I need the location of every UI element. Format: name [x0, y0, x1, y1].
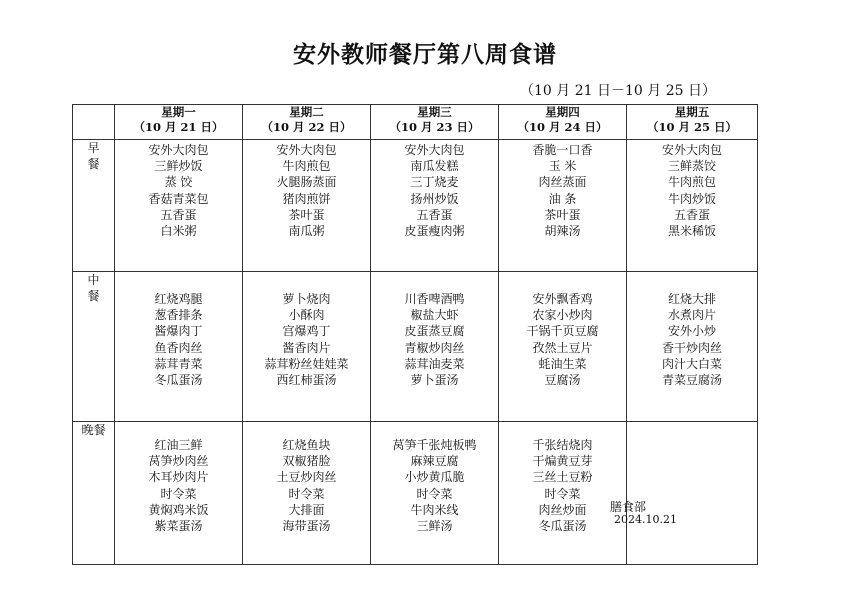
dish-item: 五香蛋 — [673, 207, 710, 222]
dish-item: 农家小炒肉 — [532, 308, 593, 323]
lunch-row — [73, 272, 758, 422]
dish-item: 三鲜蒸饺 — [667, 159, 716, 174]
dish-item: 宫爆鸡丁 — [282, 324, 331, 339]
header-row — [73, 105, 758, 140]
dish-item: 干锅千页豆腐 — [526, 324, 599, 339]
meal-label-dinner — [73, 422, 115, 565]
dish-item: 三丝土豆粉 — [532, 470, 593, 485]
meal-label-line: 中 — [87, 273, 100, 287]
day-name: 星期四 — [545, 105, 580, 119]
dish-item: 莴笋千张炖板鸭 — [392, 438, 477, 452]
dish-item: 豆腐汤 — [544, 373, 581, 388]
breakfast-mon — [115, 140, 243, 272]
dish-item: 黄焖鸡米饭 — [148, 502, 209, 517]
dish-item: 水煮肉片 — [667, 308, 716, 323]
dish-item: 麻辣豆腐 — [410, 454, 459, 469]
day-date: （10 月 23 日） — [389, 120, 480, 134]
dish-item: 肉丝蒸面 — [538, 175, 587, 190]
dish-item: 五香蛋 — [416, 207, 453, 222]
day-date: （10 月 21 日） — [133, 120, 224, 134]
dish-item: 孜然土豆片 — [532, 340, 593, 355]
dish-item: 千张结烧肉 — [532, 438, 593, 452]
day-name: 星期一 — [161, 105, 196, 119]
day-date: （10 月 22 日） — [261, 120, 352, 134]
dish-item: 安外小炒 — [667, 324, 716, 339]
day-header-fri — [627, 105, 758, 140]
dish-item: 土豆炒肉丝 — [276, 470, 337, 485]
meal-label-line: 早 — [87, 141, 100, 155]
dish-item: 安外大肉包 — [661, 143, 722, 157]
dish-item: 五香蛋 — [160, 207, 197, 222]
lunch-fri — [627, 272, 758, 422]
department-signature: 膳食部 — [610, 500, 647, 514]
dish-item: 酱爆肉丁 — [154, 324, 203, 339]
dish-item: 安外大肉包 — [404, 143, 465, 157]
dish-item: 茶叶蛋 — [288, 207, 325, 222]
dish-item: 海带蛋汤 — [282, 519, 331, 534]
dinner-thu — [499, 422, 627, 565]
dish-item: 油 条 — [548, 191, 577, 206]
dinner-wed — [371, 422, 499, 565]
dish-item: 皮蛋蒸豆腐 — [404, 324, 465, 339]
day-header-wed — [371, 105, 499, 140]
dish-item: 白米粥 — [160, 224, 197, 239]
dish-item: 酱香肉片 — [282, 340, 331, 355]
dish-item: 紫菜蛋汤 — [154, 519, 203, 534]
dish-item: 猪肉煎饼 — [282, 191, 331, 206]
day-name: 星期三 — [417, 105, 452, 119]
dinner-tue — [243, 422, 371, 565]
dish-item: 蒜茸粉丝娃娃菜 — [264, 356, 349, 371]
dish-item: 小酥肉 — [288, 308, 325, 323]
dish-item: 南瓜发糕 — [410, 159, 459, 174]
meal-label-line: 餐 — [87, 289, 100, 303]
meal-label-line: 餐 — [87, 157, 100, 171]
lunch-thu — [499, 272, 627, 422]
dish-item: 时令菜 — [288, 486, 325, 501]
dish-item: 蒸 饺 — [164, 175, 193, 190]
dish-item: 蒜茸青菜 — [154, 356, 203, 371]
dish-item: 川香啤酒鸭 — [404, 292, 465, 306]
dish-item: 萝卜烧肉 — [282, 292, 331, 306]
dish-item: 冬瓜蛋汤 — [154, 373, 203, 388]
dish-item: 扬州炒饭 — [410, 191, 459, 206]
dish-item: 三鲜汤 — [416, 519, 453, 534]
dish-item: 牛肉煎包 — [667, 175, 716, 190]
dish-item: 安外大肉包 — [276, 143, 337, 157]
menu-table — [72, 104, 758, 565]
dish-item: 黑米稀饭 — [667, 224, 716, 239]
dish-item: 葱香排条 — [154, 308, 203, 323]
dish-item: 冬瓜蛋汤 — [538, 519, 587, 534]
day-name: 星期五 — [674, 105, 710, 119]
dish-item: 火腿肠蒸面 — [276, 175, 337, 190]
dish-item: 青椒炒肉丝 — [404, 340, 465, 355]
dish-item: 胡辣汤 — [544, 224, 581, 239]
dish-item: 南瓜粥 — [288, 224, 325, 239]
dinner-fri — [627, 422, 758, 565]
dish-item: 三丁烧麦 — [410, 175, 459, 190]
week-date-range: （10 月 21 日－10 月 25 日） — [520, 83, 716, 99]
dinner-mon — [115, 422, 243, 565]
dish-item: 红烧鸡腿 — [154, 292, 203, 306]
dish-item: 红烧鱼块 — [282, 438, 331, 452]
lunch-wed — [371, 272, 499, 422]
dish-item: 萝卜蛋汤 — [410, 373, 459, 388]
dish-item: 三鲜炒饭 — [154, 159, 203, 174]
dish-item: 红烧大排 — [667, 292, 716, 306]
dish-item: 香干炒肉丝 — [661, 340, 722, 355]
dish-item: 安外大肉包 — [148, 143, 209, 157]
dish-item: 西红柿蛋汤 — [276, 373, 337, 388]
dish-item: 时令菜 — [544, 486, 581, 501]
dish-item: 牛肉煎包 — [282, 159, 331, 174]
meal-label-lunch — [73, 272, 115, 422]
dish-item: 时令菜 — [416, 486, 453, 501]
dish-item: 肉丝炒面 — [538, 502, 587, 517]
day-header-tue — [243, 105, 371, 140]
lunch-tue — [243, 272, 371, 422]
breakfast-wed — [371, 140, 499, 272]
dish-item: 鱼香肉丝 — [154, 340, 203, 355]
issue-date: 2024.10.21 — [614, 513, 677, 526]
day-header-mon — [115, 105, 243, 140]
dish-item: 牛肉米线 — [410, 502, 459, 517]
breakfast-fri — [627, 140, 758, 272]
dish-item: 大排面 — [288, 502, 325, 517]
day-name: 星期二 — [289, 105, 324, 119]
day-date: （10 月 24 日） — [517, 120, 608, 134]
dish-item: 小炒黄瓜脆 — [404, 470, 465, 485]
dish-item: 肉汁大白菜 — [661, 356, 722, 371]
corner-cell — [73, 105, 115, 140]
lunch-mon — [115, 272, 243, 422]
dish-item: 蚝油生菜 — [538, 356, 587, 371]
dish-item: 安外飘香鸡 — [532, 292, 593, 306]
day-header-thu — [499, 105, 627, 140]
dish-item: 青菜豆腐汤 — [661, 373, 722, 388]
dish-item: 莴笋炒肉丝 — [148, 454, 209, 469]
dish-item: 皮蛋瘦肉粥 — [404, 224, 465, 239]
dish-item: 玉 米 — [548, 159, 577, 174]
meal-label-line: 晚餐 — [81, 423, 106, 437]
breakfast-tue — [243, 140, 371, 272]
dish-item: 椒盐大虾 — [410, 308, 459, 323]
breakfast-row — [73, 140, 758, 272]
breakfast-thu — [499, 140, 627, 272]
day-date: （10 月 25 日） — [646, 120, 738, 134]
dinner-row — [73, 422, 758, 565]
dish-item: 干煸黄豆芽 — [532, 454, 593, 469]
dish-item: 木耳炒肉片 — [148, 470, 209, 485]
dish-item: 牛肉炒饭 — [667, 191, 716, 206]
dish-item: 茶叶蛋 — [544, 207, 581, 222]
dish-item: 红油三鲜 — [154, 438, 203, 452]
dish-item: 香脆一口香 — [532, 143, 593, 157]
meal-label-breakfast — [73, 140, 115, 272]
page-title: 安外教师餐厅第八周食谱 — [293, 42, 557, 68]
dish-item: 香菇青菜包 — [148, 191, 209, 206]
dish-item: 蒜茸油麦菜 — [404, 356, 465, 371]
dish-item: 时令菜 — [160, 486, 197, 501]
dish-item: 双椒猪脸 — [282, 454, 331, 469]
